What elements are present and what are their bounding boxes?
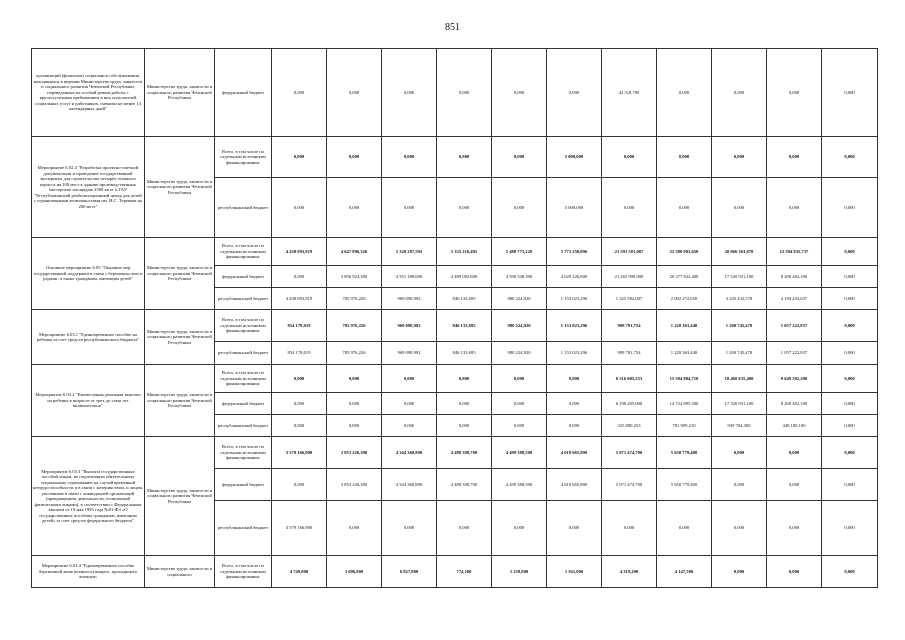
- amount-cell: 0,000: [492, 415, 547, 437]
- funding-source-cell: Всего, в том числе по отдельным источникам финансирования:: [215, 238, 272, 266]
- amount-cell: 0,000: [822, 342, 878, 365]
- amount-cell: 0,000: [492, 178, 547, 238]
- amount-cell: 4 488 308,700: [437, 469, 492, 501]
- funding-source-cell: Всего, в том числе по отдельным источникам финансирования:: [215, 437, 272, 469]
- table-row: [32, 310, 878, 342]
- amount-cell: 4 749,000: [272, 556, 327, 588]
- funding-source-cell: Всего, в том числе по отдельным источникам финансирования:: [215, 310, 272, 342]
- page-number: 851: [445, 22, 460, 33]
- amount-cell: 0,000: [822, 415, 878, 437]
- table-row: [32, 238, 878, 266]
- amount-cell: 0,000: [547, 501, 602, 556]
- amount-cell: 4 319,200: [602, 556, 657, 588]
- responsible-executor-cell: Министерство труда, занятости и социального развития Чеченской Республики: [145, 49, 215, 137]
- funding-source-cell: республиканский бюджет: [215, 501, 272, 556]
- amount-cell: 0,000: [547, 365, 602, 393]
- amount-cell: 1 239,800: [492, 556, 547, 588]
- amount-cell: 0,000: [602, 137, 657, 178]
- amount-cell: 4 620 226,800: [547, 266, 602, 288]
- amount-cell: 0,000: [822, 49, 878, 137]
- amount-cell: 449 100,100: [767, 415, 822, 437]
- amount-cell: 980 224,920: [492, 342, 547, 365]
- amount-cell: 8 200 402,100: [767, 393, 822, 415]
- activity-name-cell: Мероприятие 6.03.1 "Единовременное пособие на ребенка за счет средств республиканского бюджета": [32, 310, 145, 365]
- amount-cell: 4 147,500: [657, 556, 712, 588]
- amount-cell: 854 178,019: [272, 310, 327, 342]
- amount-cell: 17 520 931,100: [712, 393, 767, 415]
- responsible-executor-cell: Министерство труда, занятости и социального развития Чеченской Республики: [145, 137, 215, 238]
- amount-cell: 0,000: [767, 437, 822, 469]
- responsible-executor-cell: Министерство труда, занятости и социального: [145, 556, 215, 588]
- amount-cell: 1 153 023,296: [547, 288, 602, 310]
- budget-table: [31, 48, 878, 588]
- responsible-executor-cell: Министерство труда, занятости и социального развития Чеченской Республики: [145, 365, 215, 437]
- amount-cell: 0,000: [327, 393, 382, 415]
- amount-cell: 0,000: [437, 49, 492, 137]
- amount-cell: 0,000: [822, 288, 878, 310]
- responsible-executor-cell: Министерство труда, занятости и социального развития Чеченской Республики: [145, 310, 215, 365]
- amount-cell: 0,000: [272, 365, 327, 393]
- funding-source-cell: федеральный бюджет: [215, 393, 272, 415]
- amount-cell: 5 000,000: [547, 137, 602, 178]
- amount-cell: 1 220 363,440: [657, 342, 712, 365]
- amount-cell: 980 224,920: [492, 310, 547, 342]
- amount-cell: 785 976,226: [327, 342, 382, 365]
- amount-cell: 0,000: [712, 178, 767, 238]
- amount-cell: 0,000: [712, 469, 767, 501]
- amount-cell: 2 002 272,650: [657, 288, 712, 310]
- amount-cell: 5 480 773,220: [492, 238, 547, 266]
- amount-cell: 0,000: [272, 137, 327, 178]
- amount-cell: 0,000: [437, 415, 492, 437]
- amount-cell: 0,000: [822, 469, 878, 501]
- amount-cell: 0,000: [657, 501, 712, 556]
- amount-cell: 969 098,992: [382, 342, 437, 365]
- amount-cell: 3 579 166,900: [272, 501, 327, 556]
- amount-cell: 0,000: [602, 178, 657, 238]
- amount-cell: 6 827,800: [382, 556, 437, 588]
- activity-name-cell: Мероприятие 6.03.3 "Выплата государственных пособий лицам, не подлежащим обязательному социальному страхованию на случай временной нетрудоспособности и в связи с материнством, и лицам, уволенным в связи с ликвидацией организаций (прекращением деятельности, полномочий физическими лицами), в соответствии с Федеральным законом от 19 мая 1995 года №81-ФЗ «О государственных пособиях гражданам, имеющим детей» за счет средств федерального бюджета": [32, 437, 145, 556]
- amount-cell: 6 516 005,253: [602, 365, 657, 393]
- amount-cell: 0,000: [767, 556, 822, 588]
- amount-cell: 0,000: [272, 49, 327, 137]
- amount-cell: 0,000: [272, 178, 327, 238]
- activity-name-cell: Мероприятие 6.03.2 "Ежемесячная денежная выплата на ребенка в возрасте от трех до семи лет включительно": [32, 365, 145, 437]
- amount-cell: 0,000: [327, 501, 382, 556]
- amount-cell: 0,000: [822, 238, 878, 266]
- amount-cell: 0,000: [712, 437, 767, 469]
- amount-cell: 1 200 745,478: [712, 310, 767, 342]
- table-row: [32, 365, 878, 393]
- amount-cell: 4 590 548,300: [492, 266, 547, 288]
- amount-cell: 5 650 779,400: [657, 469, 712, 501]
- amount-cell: 0,000: [657, 178, 712, 238]
- amount-cell: 5 650 779,400: [657, 437, 712, 469]
- funding-source-cell: республиканский бюджет: [215, 288, 272, 310]
- amount-cell: 4 489 082,800: [437, 266, 492, 288]
- amount-cell: 20 377 822,400: [657, 266, 712, 288]
- amount-cell: 0,000: [272, 415, 327, 437]
- table-row: [32, 437, 878, 469]
- amount-cell: 4 344 360,800: [382, 437, 437, 469]
- amount-cell: 0,000: [382, 49, 437, 137]
- funding-source-cell: Всего, в том числе по отдельным источникам финансирования:: [215, 365, 272, 393]
- funding-source-cell: республиканский бюджет: [215, 342, 272, 365]
- amount-cell: 0,000: [822, 556, 878, 588]
- amount-cell: 17 520 931,100: [712, 266, 767, 288]
- amount-cell: 3 853 226,300: [327, 469, 382, 501]
- amount-cell: 0,000: [327, 365, 382, 393]
- amount-cell: 8 200 402,100: [767, 266, 822, 288]
- amount-cell: 1 200 745,478: [712, 342, 767, 365]
- amount-cell: 0,000: [492, 393, 547, 415]
- amount-cell: 0,000: [492, 501, 547, 556]
- amount-cell: 6 190 205,000: [602, 393, 657, 415]
- amount-cell: 4 499 388,500: [492, 469, 547, 501]
- amount-cell: 0,000: [767, 49, 822, 137]
- amount-cell: 4 438 093,919: [272, 238, 327, 266]
- amount-cell: 1 057 222,837: [767, 342, 822, 365]
- responsible-executor-cell: Министерство труда, занятости и социального развития Чеченской Республики: [145, 437, 215, 556]
- amount-cell: 0,000: [492, 365, 547, 393]
- amount-cell: 4 488 308,700: [437, 437, 492, 469]
- amount-cell: 20 866 363,678: [712, 238, 767, 266]
- amount-cell: 969 098,992: [382, 310, 437, 342]
- amount-cell: 42 318,700: [602, 49, 657, 137]
- amount-cell: 0,000: [712, 137, 767, 178]
- amount-cell: 0,000: [712, 49, 767, 137]
- amount-cell: 5 071 474,700: [602, 469, 657, 501]
- amount-cell: 0,000: [657, 49, 712, 137]
- amount-cell: 0,000: [382, 365, 437, 393]
- amount-cell: 0,000: [382, 137, 437, 178]
- amount-cell: 22 380 093,650: [657, 238, 712, 266]
- amount-cell: 0,000: [822, 393, 878, 415]
- amount-cell: 4 647 896,326: [327, 238, 382, 266]
- amount-cell: 774,100: [437, 556, 492, 588]
- amount-cell: 0,000: [547, 415, 602, 437]
- activity-name-cell: организаций (филиалов) социального обслуживания, находящихся в ведении Министерства труда, занятости и социального развития Чеченской Республики, переведенных на особый режим работы с круглосуточным пребыванием в них получателей социальных услуг и работников, сменами не менее 14 календарных дней": [32, 49, 145, 137]
- amount-cell: 0,000: [822, 137, 878, 178]
- amount-cell: 14 722 895,500: [657, 393, 712, 415]
- amount-cell: 0,000: [272, 393, 327, 415]
- funding-source-cell: федеральный бюджет: [215, 266, 272, 288]
- amount-cell: 0,000: [767, 501, 822, 556]
- amount-cell: 0,000: [547, 393, 602, 415]
- amount-cell: 0,000: [437, 501, 492, 556]
- amount-cell: 781 909,210: [657, 415, 712, 437]
- amount-cell: 8 649 502,200: [767, 365, 822, 393]
- amount-cell: 0,000: [822, 266, 878, 288]
- amount-cell: 846 133,695: [437, 342, 492, 365]
- amount-cell: 0,000: [657, 137, 712, 178]
- amount-cell: 15 504 804,710: [657, 365, 712, 393]
- amount-cell: 0,000: [767, 137, 822, 178]
- amount-cell: 18 460 635,400: [712, 365, 767, 393]
- amount-cell: 0,000: [822, 501, 878, 556]
- amount-cell: 0,000: [822, 178, 878, 238]
- amount-cell: 0,000: [492, 49, 547, 137]
- amount-cell: 0,000: [437, 365, 492, 393]
- funding-source-cell: федеральный бюджет: [215, 49, 272, 137]
- amount-cell: 939 704,300: [712, 415, 767, 437]
- amount-cell: 785 976,226: [327, 288, 382, 310]
- amount-cell: 4 344 360,800: [382, 469, 437, 501]
- amount-cell: 0,000: [822, 310, 878, 342]
- amount-cell: 0,000: [327, 415, 382, 437]
- amount-cell: 5 000,000: [547, 178, 602, 238]
- amount-cell: 0,000: [327, 49, 382, 137]
- funding-source-cell: федеральный бюджет: [215, 469, 272, 501]
- table-row: [32, 556, 878, 588]
- amount-cell: 999 781,754: [602, 310, 657, 342]
- amount-cell: 5 335 216,495: [437, 238, 492, 266]
- amount-cell: 0,000: [492, 137, 547, 178]
- amount-cell: 1 325 582,007: [602, 288, 657, 310]
- amount-cell: 846 133,695: [437, 310, 492, 342]
- amount-cell: 5 773 250,096: [547, 238, 602, 266]
- funding-source-cell: Всего, в том числе по отдельным источникам финансирования:: [215, 137, 272, 178]
- amount-cell: 12 394 835,737: [767, 238, 822, 266]
- amount-cell: 4 499 388,500: [492, 437, 547, 469]
- amount-cell: 0,000: [382, 415, 437, 437]
- amount-cell: 1 057 222,837: [767, 310, 822, 342]
- funding-source-cell: республиканский бюджет: [215, 415, 272, 437]
- amount-cell: 969 098,992: [382, 288, 437, 310]
- amount-cell: 1 153 023,296: [547, 342, 602, 365]
- amount-cell: 846 133,695: [437, 288, 492, 310]
- amount-cell: 0,000: [327, 137, 382, 178]
- amount-cell: 0,000: [602, 501, 657, 556]
- amount-cell: 3 696,800: [327, 556, 382, 588]
- amount-cell: 0,000: [822, 365, 878, 393]
- amount-cell: 3 853 226,300: [327, 437, 382, 469]
- amount-cell: 5 071 474,700: [602, 437, 657, 469]
- amount-cell: 4 618 665,800: [547, 437, 602, 469]
- amount-cell: 0,000: [382, 501, 437, 556]
- amount-cell: 1 220 363,440: [657, 310, 712, 342]
- amount-cell: 3 579 166,900: [272, 437, 327, 469]
- funding-source-cell: Всего, в том числе по отдельным источникам финансирования:: [215, 556, 272, 588]
- funding-source-cell: республиканский бюджет: [215, 178, 272, 238]
- amount-cell: 4 618 665,800: [547, 469, 602, 501]
- amount-cell: 999 781,754: [602, 342, 657, 365]
- amount-cell: 5 320 287,592: [382, 238, 437, 266]
- activity-name-cell: Мероприятие 6.03.4 "Единовременное пособие беременной жене военнослужащего, проходящего военную: [32, 556, 145, 588]
- table-row: [32, 49, 878, 137]
- amount-cell: 3 856 923,300: [327, 266, 382, 288]
- amount-cell: 0,000: [822, 437, 878, 469]
- amount-cell: 4 438 093,919: [272, 288, 327, 310]
- amount-cell: 0,000: [712, 501, 767, 556]
- amount-cell: 0,000: [547, 49, 602, 137]
- amount-cell: 3 345 432,578: [712, 288, 767, 310]
- amount-cell: 0,000: [382, 393, 437, 415]
- amount-cell: 21 591 581,007: [602, 238, 657, 266]
- amount-cell: 0,000: [767, 178, 822, 238]
- amount-cell: 0,000: [327, 178, 382, 238]
- amount-cell: 854 178,019: [272, 342, 327, 365]
- amount-cell: 0,000: [712, 556, 767, 588]
- amount-cell: 0,000: [272, 266, 327, 288]
- activity-name-cell: Основное мероприятие 6.03 "Оказание мер государственной поддержки в связи с беременностью и родами, а также гражданам, имеющим детей": [32, 238, 145, 310]
- amount-cell: 0,000: [437, 178, 492, 238]
- table-row: [32, 137, 878, 178]
- amount-cell: 1 561,000: [547, 556, 602, 588]
- amount-cell: 1 153 023,296: [547, 310, 602, 342]
- amount-cell: 21 265 999,000: [602, 266, 657, 288]
- amount-cell: 0,000: [437, 393, 492, 415]
- responsible-executor-cell: Министерство труда, занятости и социального развития Чеченской Республики: [145, 238, 215, 310]
- activity-name-cell: Мероприятие 6.02.4 "Разработка проектно-сметной документации и проведение государственной экспертизы для строительства четырёх-этажного корпуса на 108 мест к зданию производственных мастерских площадью 2500 кв.м. в ГБУ "Республиканский реабилитационный центр для детей с ограниченными возможностями им. И.С. Терекова на 200 мест": [32, 137, 145, 238]
- amount-cell: 0,000: [437, 137, 492, 178]
- amount-cell: 0,000: [382, 178, 437, 238]
- amount-cell: 980 224,920: [492, 288, 547, 310]
- amount-cell: 325 800,253: [602, 415, 657, 437]
- amount-cell: 0,000: [767, 469, 822, 501]
- amount-cell: 4 194 433,637: [767, 288, 822, 310]
- amount-cell: 0,000: [272, 469, 327, 501]
- amount-cell: 785 976,226: [327, 310, 382, 342]
- amount-cell: 4 351 188,600: [382, 266, 437, 288]
